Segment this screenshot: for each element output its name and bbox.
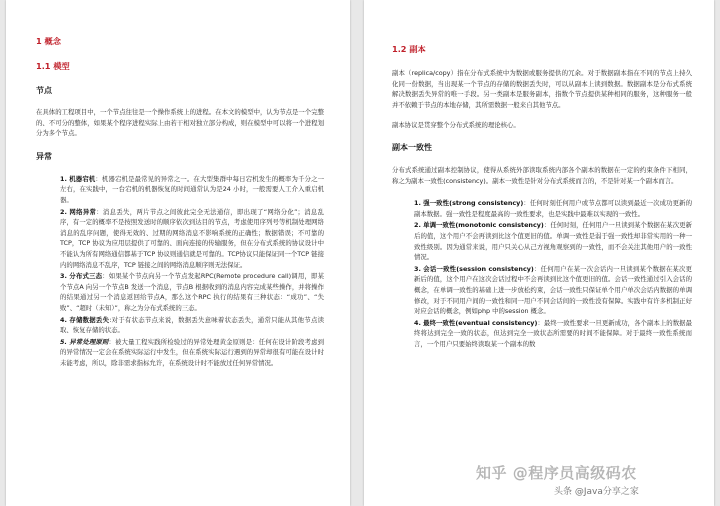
section-heading-model: 1.1 模型	[36, 61, 70, 71]
item-title: 1. 机器宕机	[60, 174, 96, 183]
item-title: 1. 强一致性(strong consistency)	[414, 199, 524, 208]
right-document-page	[364, 0, 714, 506]
item-title: 3. 分布式三态	[60, 272, 103, 281]
list-item	[414, 264, 692, 317]
list-item	[414, 318, 692, 350]
item-title: 3. 会话一致性(session consistency)	[414, 264, 534, 273]
anomaly-heading: 异常	[36, 151, 52, 161]
item-body: ：被大量工程实践所检验过的异常处理黄金原则是：任何在设计阶段考虑到的异常情况一定会在系统实际运行中发生，但在系统实际运行遇到的异常却很有可能在设计时未能考虑，所以，除非需求指标允许，在系统设计时不能放过任何异常情况。	[60, 337, 324, 367]
list-item	[60, 207, 324, 271]
item-body: ：任何用户在某一次会话内一旦读到某个数据在某次更新后的值，这个用户在这次会话过程中不会再读到比这个值更旧的值。会话一致性通过引入会话的概念，在单调一致性的基础上进一步放松约束，会话一致性只保证单个用户单次会话内数据的单调修改，对于不同用户间的一致性和同一用户不同会话间的一致性没有保障。实践中有许多机制正好对应会话的概念，例如php 中的session 概念。	[414, 264, 693, 316]
node-paragraph: 在具体的工程项目中，一个节点往往是一个操作系统上的进程。在本文的模型中，认为节点是一个完整的、不可分的整体，如果某个程序进程实际上由若干相对独立部分构成，则在模型中可以将一个进程划分为多个节点。	[36, 108, 324, 138]
consistency-paragraph: 分布式系统通过副本控制协议，使得从系统外部读取系统内部各个副本的数据在一定的约束条件下相同，称之为副本一致性(consistency)。副本一致性是针对分布式系统而言的，不是针对某一个副本而言。	[392, 165, 692, 185]
list-item	[60, 174, 324, 206]
item-body: ：任何时刻，任何用户一旦读到某个数据在某次更新后的值，这个用户不会再读到比这个值更旧的值。单调一致性是弱于强一致性却非常实用的一种一致性级别。因为通常来说，用户只关心从己方视角观察到的一致性，而不会关注其他用户的一致性情况。	[414, 221, 692, 262]
item-body: ：消息丢失，两片节点之间彼此完全无法通信，即出现了“网络分化”；消息乱序，有一定的概率不是按照发送时的顺序依次到达目的节点，考虑使用序列号等机制处理网络消息的乱序问题，使得无效的、过期的网络消息不影响系统的正确性；数据错误；不可靠的TCP，TCP 协议为应用层提供了可靠的、面向连接的传输服务，但在分布式系统的协议设计中不能认为所有网络通信都基于TCP 协议则通信就是可靠的。TCP协议只能保证同一个TCP 链接内的网络消息不乱序，TCP 链接之间的网络消息顺序则无法保证。	[60, 207, 324, 269]
item-body: ：最终一致性要求一旦更新成功，各个副本上的数据最终将达到完全一致的状态，但达到完全一致状态所需要的时间不能保障。对于最终一致性系统而言，一个用户只要始终读取某一个副本的数	[414, 318, 692, 348]
anomaly-list	[36, 174, 324, 369]
chapter-heading: 1 概念	[36, 36, 61, 46]
item-body: :对于有状态节点来说，数据丢失意味着状态丢失，通常只能从其他节点读取、恢复存储的状态。	[60, 315, 324, 335]
toutiao-watermark: 头条 @Java分享之家	[554, 487, 639, 497]
zhihu-watermark: 知乎 @程序员高级码农	[476, 464, 637, 482]
item-body: ：任何时刻任何用户或节点都可以读到最近一次成功更新的副本数据。强一致性是程度最高的一致性要求，也是实践中最难以实现的一致性。	[414, 199, 693, 218]
item-body: ：机器宕机是最常见的异常之一。在大型集群中每日宕机发生的概率为千分之一左右，在实践中，一台宕机的机器恢复的时间通常认为是24 小时，一般需要人工介入重启机器。	[60, 174, 324, 204]
list-item	[60, 271, 324, 313]
item-title: 2. 单调一致性(monotonic consistency)	[414, 221, 544, 230]
item-body: ：如果某个节点向另一个节点发起RPC(Remote procedure call)调用，即某个节点A 向另一个节点B 发送一个消息，节点B 根据收到的消息内容完成某些操作，并将操作的结果通过另一个消息返回给节点A，那么这个RPC 执行的结果有三种状态：“成功”、“失败”、“超时（未知）”，称之为分布式系统的三态。	[60, 272, 324, 312]
item-title: 4. 最终一致性(eventual consistency)	[414, 318, 538, 327]
list-item	[60, 315, 324, 336]
replica-core-paragraph: 副本协议是贯穿整个分布式系统的理论核心。	[392, 121, 520, 130]
list-item	[60, 337, 324, 369]
section-heading-replica: 1.2 副本	[392, 44, 426, 54]
item-title: 4. 存储数据丢失	[60, 315, 110, 324]
list-item	[414, 220, 692, 262]
list-item	[414, 198, 692, 219]
left-document-page	[6, 0, 350, 506]
consistency-heading: 副本一致性	[392, 142, 432, 152]
item-title: 5. 异常处理原则	[60, 337, 109, 346]
node-heading: 节点	[36, 86, 52, 95]
item-title: 2. 网络异常	[60, 207, 97, 216]
consistency-list	[392, 198, 692, 349]
replica-intro-paragraph: 副本（replica/copy）指在分布式系统中为数据或服务提供的冗余。对于数据副本指在不同的节点上持久化同一份数据，当出现某一个节点的存储的数据丢失时，可以从副本上读到数据。数据副本是分布式系统解决数据丢失异常的唯一手段。另一类副本是服务副本，指数个节点提供某种相同的服务，这种服务一般并不依赖于节点的本地存储，其所需数据一般来自其他节点。	[392, 69, 692, 109]
